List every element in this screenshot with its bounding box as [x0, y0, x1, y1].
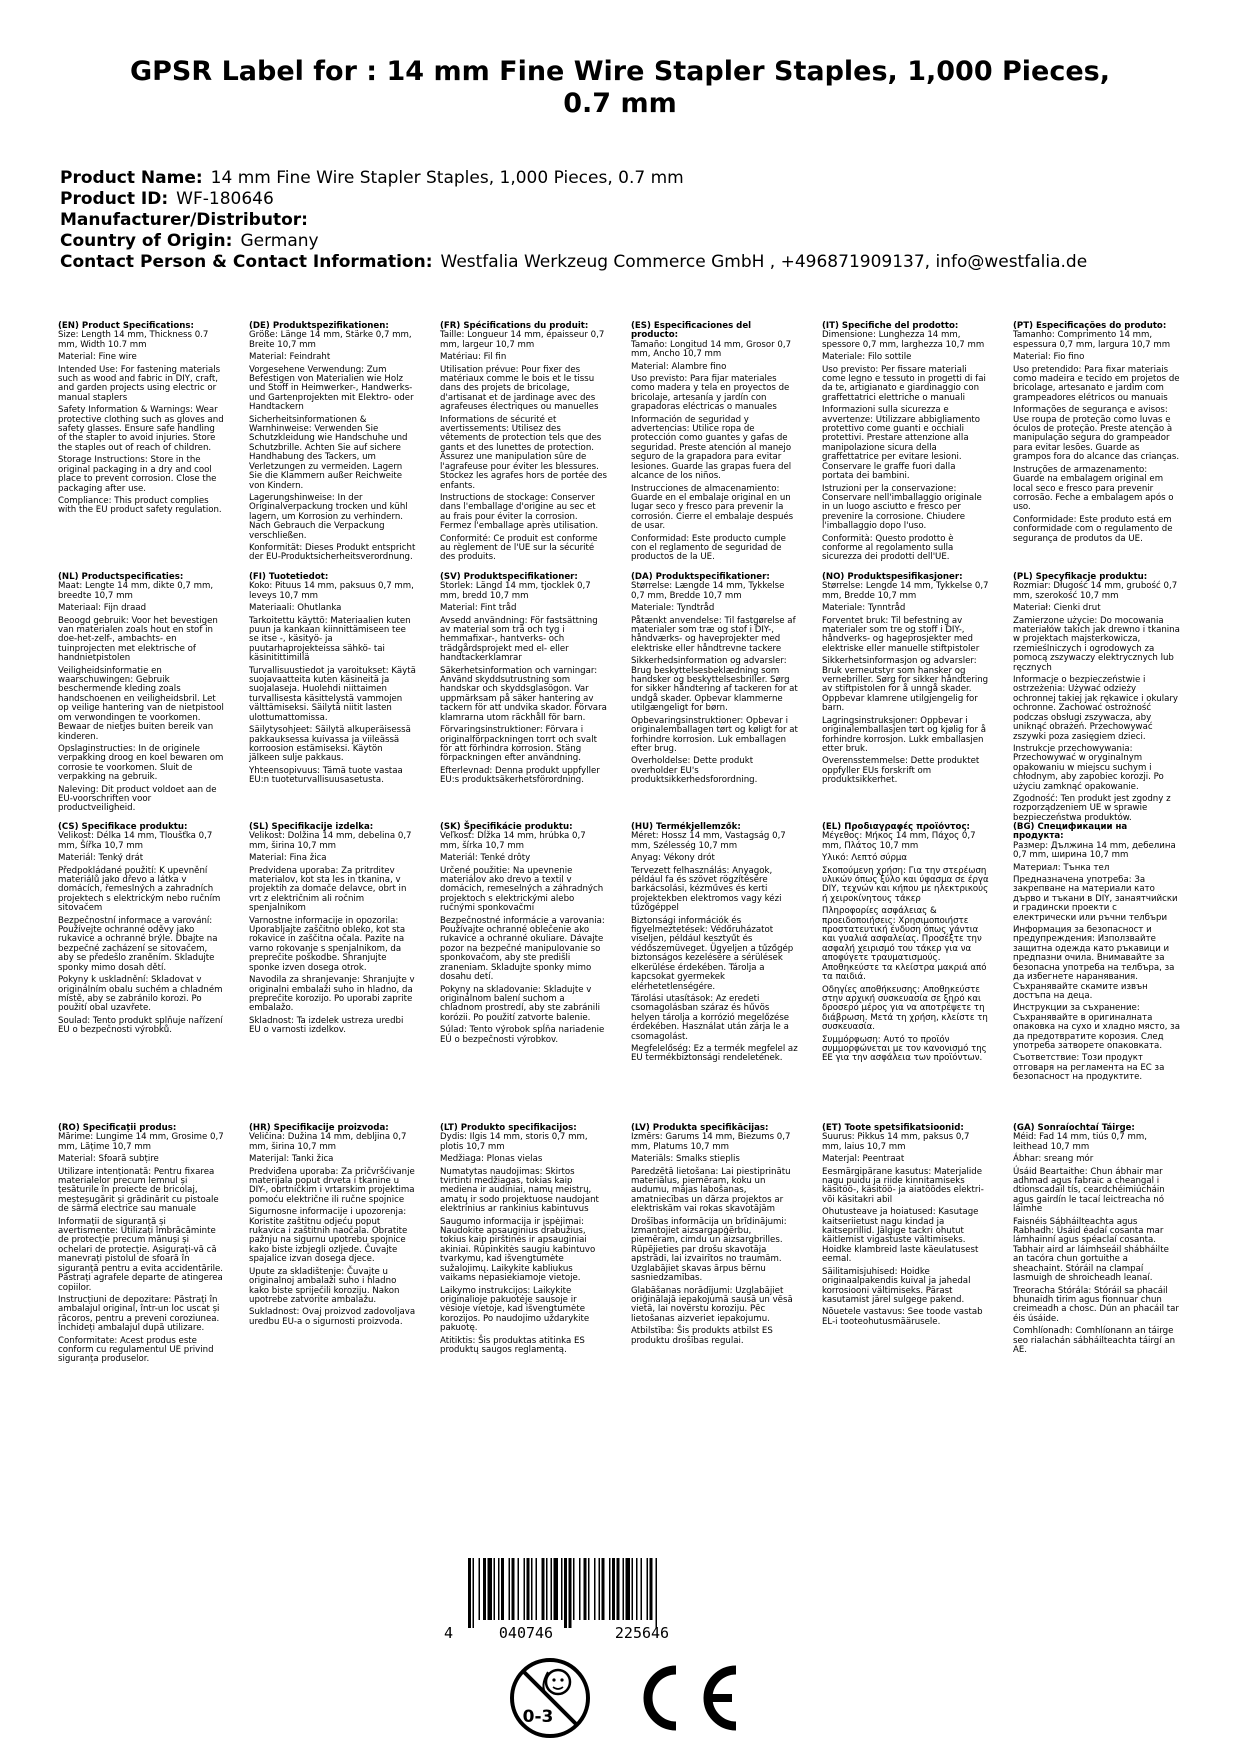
language-paragraph: Lagringsinstruksjoner: Oppbevar i originalemballasjen tørt og kjølig for å forhindre korrosjon. Lukk emballasjen etter bruk. — [822, 715, 986, 754]
language-paragraph: Sukladnost: Ovaj proizvod zadovoljava uredbu EU-a o sigurnosti proizvoda. — [249, 1307, 416, 1327]
barcode-bar — [527, 1558, 530, 1620]
language-block — [1013, 823, 1180, 1086]
language-paragraph: Conformità: Questo prodotto è conforme al regolamento sulla sicurezza dei prodotti dell'UE. — [822, 533, 954, 563]
language-heading: (EL) Προδιαγραφές προϊόντος: — [822, 822, 970, 832]
language-heading: (PL) Specyfikacje produktu: — [1013, 572, 1148, 582]
language-block — [822, 1124, 989, 1368]
language-paragraph: Informações de segurança e avisos: Use roupa de proteção como luvas e óculos de proteção. Preste atenção à manipulação segura do grampeador para evitar lesões. Guarde as grampos fora do alcance das crianças. — [1013, 405, 1180, 463]
language-paragraph: Intended Use: For fastening materials such as wood and fabric in DIY, craft, and garden projects using electric or manual staplers — [58, 364, 221, 403]
country-row — [60, 231, 1200, 252]
barcode-bar — [564, 1558, 567, 1628]
barcode-bar — [609, 1558, 611, 1620]
language-block — [58, 573, 225, 826]
language-heading: (LV) Produkta specifikācijas: — [631, 1123, 769, 1133]
language-paragraph: Materjal: Peentraat — [822, 1154, 905, 1165]
language-paragraph: Varnostne informacije in opozorila: Uporabljajte zaščitno obleko, kot sta rokavice in zaščitna očala. Pazite na varno rokovanje s spenjalnikom, da preprečite poškodbe. Shranjujte sponke izven dosega otrok. — [249, 915, 406, 973]
barcode-bar — [561, 1558, 563, 1620]
language-paragraph: Zamierzone użycie: Do mocowania materiałów takich jak drewno i tkanina w projektach majsterkowicza, rzemieślniczych i ogrodowych za pomocą zszywaczy elektrycznych lub ręcznych — [1013, 615, 1180, 673]
language-heading: (DA) Produktspecifikationer: — [631, 572, 770, 582]
language-paragraph: Förvaringsinstruktioner: Förvara i originalförpackningen torrt och svalt för att förhindra korrosion. Stäng förpackningen efter användning. — [440, 725, 597, 764]
language-paragraph: Informazioni sulla sicurezza e avvertenze: Utilizzare abbigliamento protettivo come guanti e occhiali protettivi. Prestare attenzione alla manipolazione sicura della graffettatrice per evitare lesioni. Conservare le graffe fuori dalla portata dei bambini. — [822, 405, 981, 482]
language-paragraph: Predvidena uporaba: Za pritrditev materialov, kot sta les in tkanina, v projektih za domače delavce, obrt in vrt z električnim ali ročnim spenjalnikom — [249, 865, 407, 914]
language-block — [631, 322, 798, 566]
language-paragraph: Tárolási utasítások: Az eredeti csomagolásban száraz és hűvös helyen tárolja a korrózió megelőzése érdekében. Használat után zárja le a csomagolást. — [631, 993, 790, 1042]
language-paragraph: Megfelelőség: Ez a termék megfelel az EU termékbiztonsági rendeletének. — [631, 1043, 798, 1064]
language-paragraph: Matériau: Fil fin — [440, 352, 507, 363]
language-paragraph: Uso pretendido: Para fixar materiais como madeira e tecido em projetos de bricolage, artesanato e jardim com grampeadores elétricos ou manuais — [1013, 364, 1180, 403]
language-paragraph: Mărime: Lungime 14 mm, Grosime 0,7 mm, Lățime 10,7 mm — [58, 1132, 224, 1152]
language-block — [249, 1124, 416, 1368]
language-block — [440, 322, 607, 566]
language-row — [58, 322, 1180, 566]
info-value: Westfalia Werkzeug Commerce GmbH , +496871909137, info@westfalia.de — [440, 252, 1088, 272]
language-paragraph: Instruções de armazenamento: Guarde na embalagem original em local seco e fresco para prevenir corrosão. Feche a embalagem após o uso. — [1013, 464, 1174, 513]
barcode-bar — [542, 1558, 545, 1620]
language-heading: (BG) Спецификации на продукта: — [1013, 822, 1128, 842]
language-paragraph: Předpokládané použití: K upevnění materiálů jako dřevo a látka v domácích, řemeslných a zahradních projektech s elektrickým nebo ručním sitovačem — [58, 865, 221, 914]
info-label: Contact Person & Contact Information: — [60, 252, 433, 272]
language-paragraph: Istruzioni per la conservazione: Conservare nell'imballaggio originale in un luogo asciutto e fresco per prevenire la corrosione. Chiudere l'imballaggio dopo l'uso. — [822, 483, 982, 532]
language-paragraph: Tervezett felhasználás: Anyagok, például fa és szövet rögzítésére barkácsolási, kézműves és kerti projektekben elektromos vagy kézi tűzőgéppel — [631, 865, 782, 914]
language-paragraph: Maat: Lengte 14 mm, dikte 0,7 mm, breedte 10,7 mm — [58, 581, 214, 601]
language-paragraph: Taille: Longueur 14 mm, épaisseur 0,7 mm, largeur 10,7 mm — [440, 330, 605, 350]
ce-mark-icon — [648, 1670, 736, 1726]
age-0-3-warning-icon — [512, 1660, 588, 1736]
language-paragraph: Drošības informācija un brīdinājumi: Izmantojiet aizsargapģērbu, piemēram, cimdu un aizsargbrilles. Rūpējieties par drošu skavotāja apstrādi, lai izvairītos no traumām. Uzglabājiet skavas ārpus bērnu sasniedzamības. — [631, 1216, 787, 1284]
language-block — [249, 322, 416, 566]
language-paragraph: Ábhar: sreang mór — [1013, 1154, 1094, 1165]
barcode-bar — [573, 1558, 575, 1620]
language-paragraph: Størrelse: Lengde 14 mm, Tykkelse 0,7 mm, Bredde 10,7 mm — [822, 581, 989, 601]
language-paragraph: Méret: Hossz 14 mm, Vastagság 0,7 mm, Szélesség 10,7 mm — [631, 831, 786, 851]
barcode-bar — [588, 1558, 590, 1620]
barcode-bar — [546, 1558, 548, 1620]
language-paragraph: Instrucțiuni de depozitare: Păstrați în ambalajul original, într-un loc uscat și răcoros, pentru a preveni coroziunea. Închideți ambalajul după utilizare. — [58, 1294, 220, 1334]
barcode-bar — [536, 1558, 538, 1620]
language-paragraph: Koko: Pituus 14 mm, paksuus 0,7 mm, leveys 10,7 mm — [249, 581, 414, 601]
language-paragraph: Material: Fine wire — [58, 352, 137, 363]
language-heading: (RO) Specificații produs: — [58, 1123, 177, 1133]
language-paragraph: Glabāšanas norādījumi: Uzglabājiet oriģinālajā iepakojumā sausā un vēsā vietā, lai novērstu koroziju. Pēc lietošanas aizveriet iepakojumu. — [631, 1285, 793, 1324]
language-paragraph: Overensstemmelse: Dette produktet oppfyller EUs forskrift om produktsikkerhet. — [822, 756, 980, 786]
barcode-bar — [468, 1558, 471, 1628]
language-paragraph: Atitiktis: Šis produktas atitinka ES produktų saugos reglamentą. — [440, 1335, 585, 1355]
barcode-bar — [647, 1558, 649, 1620]
barcode-bar — [641, 1558, 643, 1620]
language-paragraph: Turvallisuustiedot ja varoitukset: Käytä suojavaatteita kuten käsineitä ja suojalaseja. Huolehdi niittaimen turvallisesta käsittelystä vammojen välttämiseksi. Säilytä niitit lasten ulottumattomissa. — [249, 665, 416, 723]
language-paragraph: Materiale: Tynntråd — [822, 603, 906, 614]
language-paragraph: Velikost: Délka 14 mm, Tloušťka 0,7 mm, Šířka 10,7 mm — [58, 831, 213, 851]
language-paragraph: Materiale: Filo sottile — [822, 352, 912, 363]
language-paragraph: Compliance: This product complies with the EU product safety regulation. — [58, 495, 222, 516]
language-block — [58, 322, 225, 566]
language-paragraph: Uso previsto: Per fissare materiali come legno e tessuto in progetti di fai da te, artigianato e giardinaggio con graffettatrici elettriche o manuali — [822, 364, 986, 403]
language-paragraph: Material: Sfoară subțire — [58, 1154, 159, 1165]
language-paragraph: Uso previsto: Para fijar materiales como madera y tela en proyectos de bricolaje, artesanía y jardín con grapadoras eléctricas o manuales — [631, 374, 790, 413]
language-paragraph: Materiál: Tenký drát — [58, 853, 144, 864]
language-paragraph: Materiaali: Ohutlanka — [249, 603, 342, 614]
barcode-bar — [531, 1558, 533, 1620]
language-paragraph: Dimensione: Lunghezza 14 mm, spessore 0,7 mm, larghezza 10,7 mm — [822, 330, 985, 350]
language-paragraph: Informacje o bezpieczeństwie i ostrzeżenia: Używać odzieży ochronnej takiej jak rękawice i okulary ochronne. Zachować ostrożność podczas obsługi zszywacza, aby uniknąć obrażeń. Przechowywać zszywki poza zasięgiem dzieci. — [1013, 675, 1178, 742]
barcode-first-digit: 4 — [444, 1624, 454, 1642]
language-paragraph: Предназначена употреба: За закрепване на материали като дърво и тъкани в DIY, занаятчийски и градински проекти с електрически или ръчни телбъри — [1013, 875, 1178, 923]
language-paragraph: Instructions de stockage: Conserver dans l'emballage d'origine au sec et au frais pour éviter la corrosion. Fermez l'emballage après utilisation. — [440, 492, 599, 532]
language-heading: (GA) Sonraíochtaí Táirge: — [1013, 1123, 1135, 1133]
language-paragraph: Material: Fina žica — [249, 853, 327, 864]
language-paragraph: Eesmärgipärane kasutus: Materjalide nagu puidu ja riide kinnitamiseks käsitöö-, käsitöö- ja aiatöödes elektri- või käsitakri abil — [822, 1166, 984, 1205]
language-heading: (SK) Špecifikácie produktu: — [440, 822, 573, 832]
language-paragraph: Súlad: Tento výrobok spĺňa nariadenie EÚ o bezpečnosti výrobkov. — [440, 1025, 605, 1045]
language-paragraph: Bezpečnostné informácie a varovania: Používajte ochranné oblečenie ako rukavice a ochranné okuliare. Dávajte pozor na bezpečné manipulovanie so sponkovačom, aby ste predišli zraneniam. Skladujte sponky mimo dosahu detí. — [440, 915, 605, 983]
language-paragraph: Safety Information & Warnings: Wear protective clothing such as gloves and safety glasses. Ensure safe handling of the stapler to avoid injuries. Store the staples out of reach of children. — [58, 405, 224, 453]
language-paragraph: Numatytas naudojimas: Skirtos tvirtinti medžiagas, tokias kaip medienа ir audiniai, namų meistrų, amatų ir sodo projektuose naudojant elektrinius ar rankinius kabintuvus — [440, 1166, 599, 1215]
barcode-bar — [551, 1558, 553, 1620]
page-title: GPSR Label for : 14 mm Fine Wire Stapler Staples, 1,000 Pieces, 0.7 mm — [129, 56, 1111, 119]
barcode-bar — [524, 1558, 526, 1620]
language-block — [249, 573, 416, 826]
info-label: Product Name: — [60, 168, 203, 188]
barcode-bar — [518, 1558, 520, 1620]
barcode-bar — [579, 1558, 581, 1620]
compliance-icons — [500, 1650, 760, 1746]
barcode-bar — [509, 1558, 511, 1620]
language-heading: (NO) Produktspesifikasjoner: — [822, 572, 963, 582]
language-paragraph: Μέγεθος: Μήκος 14 mm, Πάχος 0,7 mm, Πλάτος 10,7 mm — [822, 831, 976, 851]
language-paragraph: Material: Fint tråd — [440, 603, 517, 614]
language-paragraph: Sicherheitsinformationen & Warnhinweise: Verwenden Sie Schutzkleidung wie Handschuhe und Schutzbrille. Achten Sie auf sichere Handhabung des Tackers, um Verletzungen zu vermeiden. Lagern Sie die Klammern außer Reichweite von Kindern. — [249, 414, 408, 491]
barcode-bar — [483, 1558, 486, 1620]
manufacturer-row — [60, 210, 1200, 231]
language-paragraph: Rozmiar: Długość 14 mm, grubość 0,7 mm, szerokość 10,7 mm — [1013, 581, 1178, 601]
language-paragraph: Material: Fio fino — [1013, 352, 1085, 363]
barcode-right-digits: 225646 — [614, 1624, 670, 1642]
language-paragraph: Säilytysohjeet: Säilytä alkuperäisessä pakkauksessa kuivassa ja viileässä korroosion estämiseksi. Käytön jälkeen sulje pakkaus. — [249, 725, 411, 764]
language-paragraph: Tamanho: Comprimento 14 mm, espessura 0,7 mm, largura 10,7 mm — [1013, 330, 1171, 350]
language-paragraph: Informations de sécurité et avertissements: Utilisez des vêtements de protection tels que des gants et des lunettes de protection. Assurez une manipulation sûre de l'agrafeuse pour éviter les blessures. Stockez les agrafes hors de portée des enfants. — [440, 414, 607, 491]
language-paragraph: Úsáid Beartaithe: Chun ábhair mar adhmad agus fabraic a cheangal i dtionscadail tís, ceardchéimiúcháin agus gairdín le tacaí leictreacha nó láimhe — [1013, 1166, 1165, 1215]
language-paragraph: Størrelse: Længde 14 mm, Tykkelse 0,7 mm, Bredde 10,7 mm — [631, 581, 785, 601]
language-paragraph: Materiál: Tenké drôty — [440, 853, 531, 864]
language-heading: (FR) Spécifications du produit: — [440, 321, 589, 331]
language-block — [1013, 322, 1180, 566]
language-paragraph: Veličina: Dužina 14 mm, debljina 0,7 mm, širina 10,7 mm — [249, 1132, 407, 1152]
language-paragraph: Určené použitie: Na upevnenie materiálov ako drevo a textil v domácich, remeselných a záhradných projektoch s elektrickými alebo ručnými sponkovačmi — [440, 865, 604, 914]
language-heading: (IT) Specifiche del prodotto: — [822, 321, 959, 331]
language-row — [58, 823, 1180, 1086]
language-paragraph: Dydis: Ilgis 14 mm, storis 0,7 mm, plotis 10,7 mm — [440, 1132, 588, 1152]
language-paragraph: Съответствие: Този продукт отговаря на регламента на ЕС за безопасност на продуктите. — [1013, 1053, 1165, 1083]
language-block — [1013, 573, 1180, 826]
barcode-bar — [512, 1558, 515, 1620]
barcode-bar — [569, 1558, 572, 1628]
language-paragraph: Nõuetele vastavus: See toode vastab EL-i tooteohutusmäärusele. — [822, 1307, 983, 1327]
language-paragraph: Size: Length 14 mm, Thickness 0.7 mm, Width 10.7 mm — [58, 330, 209, 350]
language-paragraph: Laikymo instrukcijos: Laikykite originalioje pakuotėje sausoje ir vėsioje vietoje, kad išvengtumėte korozijos. Po naudojimo uždarykite pakuotę. — [440, 1285, 590, 1334]
language-paragraph: Sigurnosne informacije i upozorenja: Koristite zaštitnu odjeću poput rukavica i zaštitnih naočala. Obratite pažnju na sigurnu upotrebu spojnice kako biste izbjegli ozljede. Čuvajte spajalice izvan dosega djece. — [249, 1207, 408, 1265]
language-block — [249, 823, 416, 1086]
language-paragraph: Sikkerhedsinformation og advarsler: Brug beskyttelsesbeklædning som handsker og beskyttelsesbriller. Sørg for sikker håndtering af tackeren for at undgå skader. Opbevar klammerne utilgængeligt for børn. — [631, 656, 798, 714]
barcode-bar — [479, 1558, 481, 1620]
barcode-bar — [656, 1558, 658, 1628]
language-paragraph: Veiligheidsinformatie en waarschuwingen: Gebruik beschermende kleding zoals handschoenen en veiligheidsbril. Let op veilige hantering van de nietpistool om verwondingen te voorkomen. Bewaar de nietjes buiten bereik van kinderen. — [58, 665, 224, 742]
language-block — [822, 322, 989, 566]
language-paragraph: Velikost: Dolžina 14 mm, debelina 0,7 mm, širina 10,7 mm — [249, 831, 412, 851]
language-paragraph: Σκοπούμενη χρήση: Για την στερέωση υλικών όπως ξύλο και ύφασμα σε έργα DIY, τεχνών και κήπου με ηλεκτρικούς ή χειροκίνητους τάκερ — [822, 865, 989, 904]
language-paragraph: Anyag: Vékony drót — [631, 853, 715, 864]
language-paragraph: Opbevaringsinstruktioner: Opbevar i originalemballagen tørt og køligt for at forhindre korrosion. Luk emballagen efter brug. — [631, 715, 798, 754]
language-paragraph: Opslaginstructies: In de originele verpakking droog en koel bewaren om corrosie te voorkomen. Sluit de verpakking na gebruik. — [58, 743, 224, 783]
language-paragraph: Zgodność: Ten produkt jest zgodny z rozporządzeniem UE w sprawie bezpieczeństwa produktów. — [1013, 793, 1171, 823]
language-paragraph: Saugumo informacija ir įspėjimai: Naudokite apsauginius drabužius, tokius kaip pirštinės ir apsauginiai akiniai. Rūpinkitės saugiu kabintuvo tvarkymu, kad išvengtumėte sužalojimų. Laikykite kabliukus vaikams nepasiekiamoje vietoje. — [440, 1216, 596, 1284]
language-paragraph: Информация за безопасност и предупреждения: Използвайте защитна одежда като ръкавици и предпазни очила. Внимавайте за безопасна употреба на телбъра, за да избегнете наранявания. Съхранявайте скамите извън достъпа на деца. — [1013, 925, 1175, 1001]
language-paragraph: Beoogd gebruik: Voor het bevestigen van materialen zoals hout en stof in doe-het-zelf-, ambachts- en tuinprojecten met elektrische of handnietpistolen — [58, 615, 218, 664]
language-paragraph: Instrucciones de almacenamiento: Guarde en el embalaje original en un lugar seco y fresco para prevenir la corrosión. Cierre el embalaje después de usar. — [631, 483, 794, 532]
age-label: 0-3 — [522, 1707, 554, 1727]
language-heading: (HU) Termékjellemzők: — [631, 822, 741, 832]
language-paragraph: Tarkoitettu käyttö: Materiaalien kuten puun ja kankaan kiinnittämiseen tee se itse -, käsityö- ja puutarhaprojekteissa sähkö- tai käsinitittimillä — [249, 615, 411, 664]
barcode-bar — [650, 1558, 653, 1620]
barcode-bar — [473, 1558, 475, 1628]
language-paragraph: Biztonsági információk és figyelmeztetések: Védőruházatot viseljen, például kesztyűt és védőszemüveget. Ügyeljen a tűzőgép biztonságos kezelésére a sérülések elkerülése érdekében. Tárolja a kapcsokat gyermekek elérhetetlenségére. — [631, 915, 794, 992]
language-block — [631, 1124, 798, 1368]
language-block — [58, 1124, 225, 1368]
language-paragraph: Ohutusteave ja hoiatused: Kasutage kaitseriietust nagu kindad ja kaitseprillid. Jälgige tackri ohutut käitlemist vigastuste vältimiseks. Hoidke klambreid laste käeulatusest eemal. — [822, 1207, 979, 1265]
language-paragraph: Suurus: Pikkus 14 mm, paksus 0,7 mm, laius 10,7 mm — [822, 1132, 970, 1152]
language-paragraph: Skladnost: Ta izdelek ustreza uredbi EU o varnosti izdelkov. — [249, 1015, 404, 1036]
barcode-bar — [498, 1558, 500, 1620]
language-heading: (EN) Product Specifications: — [58, 321, 194, 331]
language-paragraph: Upute za skladištenje: Čuvajte u originalnoj ambalaži suho i hladno kako biste spriječili koroziju. Nakon upotrebe zatvorite ambalažu. — [249, 1266, 400, 1305]
barcode-bar — [612, 1558, 615, 1620]
language-row — [58, 573, 1180, 826]
contact-row — [60, 252, 1200, 273]
language-paragraph: Sikkerhetsinformasjon og advarsler: Bruk verneutstyr som hansker og vernebriller. Sørg for sikker håndtering av stiftpistolen for å unngå skader. Oppbevar klamrene utilgjengelig for barn. — [822, 656, 989, 714]
language-heading: (HR) Specifikacije proizvoda: — [249, 1123, 389, 1133]
barcode-bar — [623, 1558, 625, 1620]
language-heading: (PT) Especificações do produto: — [1013, 321, 1167, 331]
language-paragraph: Materijal: Tanki žica — [249, 1154, 334, 1165]
barcode-bar — [602, 1558, 605, 1620]
language-paragraph: Avsedd användning: För fastsättning av material som trä och tyg i hemmafixar-, hantverks- och trädgårdsprojekt med el- eller handtackerklamrar — [440, 615, 598, 664]
language-block — [440, 1124, 607, 1368]
language-paragraph: Atbilstība: Šis produkts atbilst ES produktu drošības regulai. — [631, 1326, 773, 1346]
language-heading: (SV) Produktspecifikationer: — [440, 572, 578, 582]
language-block — [1013, 1124, 1180, 1368]
language-paragraph: Säilitamisjuhised: Hoidke originaalpakendis kuival ja jahedal korrosiooni vältimiseks. Pärast kasutamist järel sulgege pakend. — [822, 1266, 971, 1305]
info-label: Manufacturer/Distributor: — [60, 210, 308, 230]
language-paragraph: Pokyny k uskladnění: Skladovat v originálním obalu suchém a chladném místě, aby se zabránilo korozi. Po použití obal uzavřete. — [58, 975, 223, 1014]
language-paragraph: Overholdelse: Dette produkt overholder EU's produktsikkerhedsforordning. — [631, 756, 758, 786]
language-paragraph: Soulad: Tento produkt splňuje nařízení EU o bezpečnosti výrobků. — [58, 1015, 223, 1036]
language-paragraph: Yhteensopivuus: Tämä tuote vastaa EU:n tuoteturvallisuusasetusta. — [249, 765, 403, 786]
product-info — [60, 168, 1200, 273]
language-paragraph: Conformité: Ce produit est conforme au règlement de l'UE sur la sécurité des produits. — [440, 533, 598, 563]
language-paragraph: Размер: Дължина 14 mm, дебелина 0,7 mm, ширина 10,7 mm — [1013, 840, 1176, 861]
language-paragraph: Bezpečnostní informace a varování: Používejte ochranné oděvy jako rukavice a ochranné brýle. Dbajte na bezpečné zacházení se sitovačem, aby se předešlo zraněním. Skladujte sponky mimo dosah dětí. — [58, 915, 218, 973]
language-paragraph: Informații de siguranță și avertismente: Utilizați îmbrăcăminte de protecție precum mănuși și ochelari de protecție. Asigurați-vă că manevrați pistolul de sfoară în siguranță pentru a evita accidentările. Păstrați agrafele departe de atingerea copiilor. — [58, 1216, 224, 1293]
language-paragraph: Tamaño: Longitud 14 mm, Grosor 0,7 mm, Ancho 10,7 mm — [631, 339, 792, 360]
language-block — [822, 823, 989, 1086]
info-label: Product ID: — [60, 189, 169, 209]
language-paragraph: Материал: Тънка тел — [1013, 862, 1110, 873]
language-heading: (FI) Tuotetiedot: — [249, 572, 329, 582]
barcode-bar — [501, 1558, 504, 1620]
info-value: WF-180646 — [176, 189, 274, 209]
barcode-bar — [488, 1558, 493, 1620]
language-paragraph: Konformität: Dieses Produkt entspricht der EU-Produktsicherheitsverordnung. — [249, 542, 416, 563]
language-paragraph: Πληροφορίες ασφάλειας & προειδοποιήσεις: Χρησιμοποιήστε προστατευτική ένδυση όπως γάντια και γυαλιά ασφαλείας. Προσέξτε την ασφαλή χειρισμό του τάκερ για να αποφύγετε τραυματισμούς. Αποθηκεύστε τα κλείστρα μακριά από τα παιδιά. — [822, 906, 987, 983]
barcode-left-digits: 040746 — [498, 1624, 554, 1642]
language-paragraph: Paredzētā lietošana: Lai piestiprinātu materiālus, piemēram, koku un audumu, mājas labošanas, amatniecības un dārza projektos ar elektriskām vai rokas skavotājām — [631, 1166, 791, 1215]
language-paragraph: Predviđena uporaba: Za pričvršćivanje materijala poput drveta i tkanine u DIY-, obrtničkim i vrtarskim projektima pomoću električne ili ručne spojnice — [249, 1166, 415, 1205]
language-heading: (SL) Specifikacije izdelka: — [249, 822, 374, 832]
language-paragraph: Información de seguridad y advertencias: Utilice ropa de protección como guantes y gafas de seguridad. Preste atención al manejo seguro de la grapadora para evitar lesiones. Guarde las grapas fuera del alcance de los niños. — [631, 414, 792, 482]
language-block — [631, 573, 798, 826]
language-paragraph: Treoracha Stórála: Stóráil sa phacáil bhunaidh tirim agus fionnuar chun creimeadh a chosc. Dún an phacáil tar éis úsáide. — [1013, 1285, 1179, 1324]
product-name-row — [60, 168, 1200, 189]
language-paragraph: Υλικό: Λεπτό σύρμα — [822, 853, 908, 864]
language-paragraph: Utilizare intenționată: Pentru fixarea materialelor precum lemnul și țesăturile în proiecte de bricolaj, meșteșugărit și grădinărit cu pistoale de sârmă electrice sau manuale — [58, 1166, 219, 1215]
language-paragraph: Materiāls: Smalks stieplis — [631, 1154, 740, 1165]
language-paragraph: Faisnéis Sábháilteachta agus Rabhadh: Úsáid éadaí cosanta mar lámhainní agus spéaclaí cosanta. Tabhair aird ar láimhseáil shábháilte an tacóra chun gortuithe a sheachaint. Stóráil na clampaí lasmuigh de shroicheadh leanaí. — [1013, 1216, 1169, 1284]
ean-barcode — [444, 1558, 750, 1642]
language-block — [440, 573, 607, 826]
language-paragraph: Vorgesehene Verwendung: Zum Befestigen von Materialien wie Holz und Stoff in Heimwerker-, Handwerks- und Gartenprojekten mit Elektro- oder Handtackern — [249, 364, 414, 413]
language-row — [58, 1124, 1180, 1368]
language-paragraph: Συμμόρφωση: Αυτό το προϊόν συμμορφώνεται με τον κανονισμό της ΕΕ για την ασφάλεια των προϊόντων. — [822, 1034, 987, 1064]
language-block — [631, 823, 798, 1086]
language-heading: (ET) Toote spetsifikatsioonid: — [822, 1123, 964, 1133]
language-paragraph: Material: Alambre fino — [631, 361, 727, 372]
language-paragraph: Conformitate: Acest produs este conform cu regulamentul UE privind siguranța produselor. — [58, 1335, 214, 1365]
language-paragraph: Οδηγίες αποθήκευσης: Αποθηκεύστε στην αρχική συσκευασία σε ξηρό και δροσερό μέρος για να αποτρέψετε τη διάβρωση. Μετά τη χρήση, κλείστε τη συσκευασία. — [822, 984, 988, 1033]
language-paragraph: Påtænkt anvendelse: Til fastgørelse af materialer som træ og stof i DIY-, håndværks- og haveprojekter med elektriske eller håndtrevne tackere — [631, 615, 796, 654]
language-paragraph: Material: Feindraht — [249, 352, 331, 363]
language-paragraph: Efterlevnad: Denna produkt uppfyller EU:s produktsäkerhetsförordning. — [440, 765, 600, 786]
product-id-row — [60, 189, 1200, 210]
info-value: 14 mm Fine Wire Stapler Staples, 1,000 Pieces, 0.7 mm — [210, 168, 684, 188]
barcode-bar — [554, 1558, 559, 1620]
language-block — [440, 823, 607, 1086]
language-paragraph: Conformidad: Este producto cumple con el reglamento de seguridad de productos de la UE. — [631, 533, 786, 563]
language-paragraph: Medžiaga: Plonas vielas — [440, 1154, 543, 1165]
info-label: Country of Origin: — [60, 231, 233, 251]
language-paragraph: Storage Instructions: Store in the original packaging in a dry and cool place to prevent corrosion. Close the packaging after use. — [58, 455, 217, 494]
barcode-bar — [494, 1558, 496, 1620]
language-paragraph: Pokyny na skladovanie: Skladujte v originálnom balení suchom a chladnom prostredí, aby ste zabránili korózii. Po použití zatvorte balenie. — [440, 984, 600, 1023]
language-paragraph: Naleving: Dit product voldoet aan de EU-voorschriften voor productveiligheid. — [58, 784, 217, 814]
language-paragraph: Comhlíonadh: Comhlíonann an táirge seo rialachán sábháilteachta táirgí an AE. — [1013, 1326, 1176, 1355]
language-paragraph: Säkerhetsinformation och varningar: Använd skyddsutrustning som handskar och skyddsglasögon. Var uppmärksam på säker hantering av tackern för att undvika skador. Förvara klamrarna utom räckhåll för barn. — [440, 665, 607, 723]
language-paragraph: Forventet bruk: Til befestning av materialer som tre og stoff i DIY-, håndverks- og hageprosjekter med elektriske eller manuelle stiftpistoler — [822, 615, 980, 654]
language-paragraph: Méid: Fad 14 mm, tiús 0,7 mm, leithead 10,7 mm — [1013, 1132, 1147, 1152]
language-heading: (LT) Produkto specifikacijos: — [440, 1123, 577, 1133]
language-paragraph: Materiale: Tyndtråd — [631, 603, 715, 614]
barcode-bar — [632, 1558, 634, 1620]
barcode-bar — [594, 1558, 596, 1620]
barcode-bars — [468, 1558, 657, 1628]
barcode-bar — [599, 1558, 601, 1620]
language-paragraph: Инструкции за съхранение: Съхранявайте в оригиналната опаковка на сухо и хладно място, за да предотвратите корозия. След употреба затворете опаковката. — [1013, 1003, 1180, 1051]
language-paragraph: Navodila za shranjevanje: Shranjujte v originalni embalaži suho in hladno, da preprečite korozijo. Po uporabi zaprite embalažo. — [249, 975, 415, 1014]
language-block — [58, 823, 225, 1086]
barcode-bar — [617, 1558, 620, 1620]
language-heading: (DE) Produktspezifikationen: — [249, 321, 389, 331]
info-value: Germany — [240, 231, 319, 251]
language-block — [822, 573, 989, 826]
language-paragraph: Materiał: Cienki drut — [1013, 603, 1101, 614]
language-paragraph: Conformidade: Este produto está em conformidade com o regulamento de segurança de produtos da UE. — [1013, 514, 1173, 544]
language-paragraph: Größe: Länge 14 mm, Stärke 0,7 mm, Breite 10,7 mm — [249, 330, 412, 350]
language-paragraph: Veľkosť: Dĺžka 14 mm, hrúbka 0,7 mm, šírka 10,7 mm — [440, 831, 586, 851]
language-paragraph: Materiaal: Fijn draad — [58, 603, 147, 614]
language-paragraph: Storlek: Längd 14 mm, tjocklek 0,7 mm, bredd 10,7 mm — [440, 581, 591, 601]
barcode-bar — [584, 1558, 587, 1620]
language-paragraph: Lagerungshinweise: In der Originalverpackung trocken und kühl lagern, um Korrosion zu verhindern. Nach Gebrauch die Verpackung verschließen. — [249, 492, 408, 541]
language-heading: (CS) Specifikace produktu: — [58, 822, 188, 832]
barcode-bar — [636, 1558, 638, 1620]
language-heading: (ES) Especificaciones del producto: — [631, 321, 752, 341]
language-paragraph: Instrukcje przechowywania: Przechowywać w oryginalnym opakowaniu w miejscu suchym i chłodnym, aby zapobiec korozji. Po użyciu zamknąć opakowanie. — [1013, 743, 1164, 792]
language-paragraph: Utilisation prévue: Pour fixer des matériaux comme le bois et le tissu dans des projets de bricolage, d'artisanat et de jardinage avec des agrafeuses électriques ou manuelles — [440, 364, 599, 413]
language-paragraph: Izmērs: Garums 14 mm, Biezums 0,7 mm, Platums 10,7 mm — [631, 1132, 791, 1152]
language-heading: (NL) Productspecificaties: — [58, 572, 184, 582]
barcode-bar — [626, 1558, 631, 1620]
